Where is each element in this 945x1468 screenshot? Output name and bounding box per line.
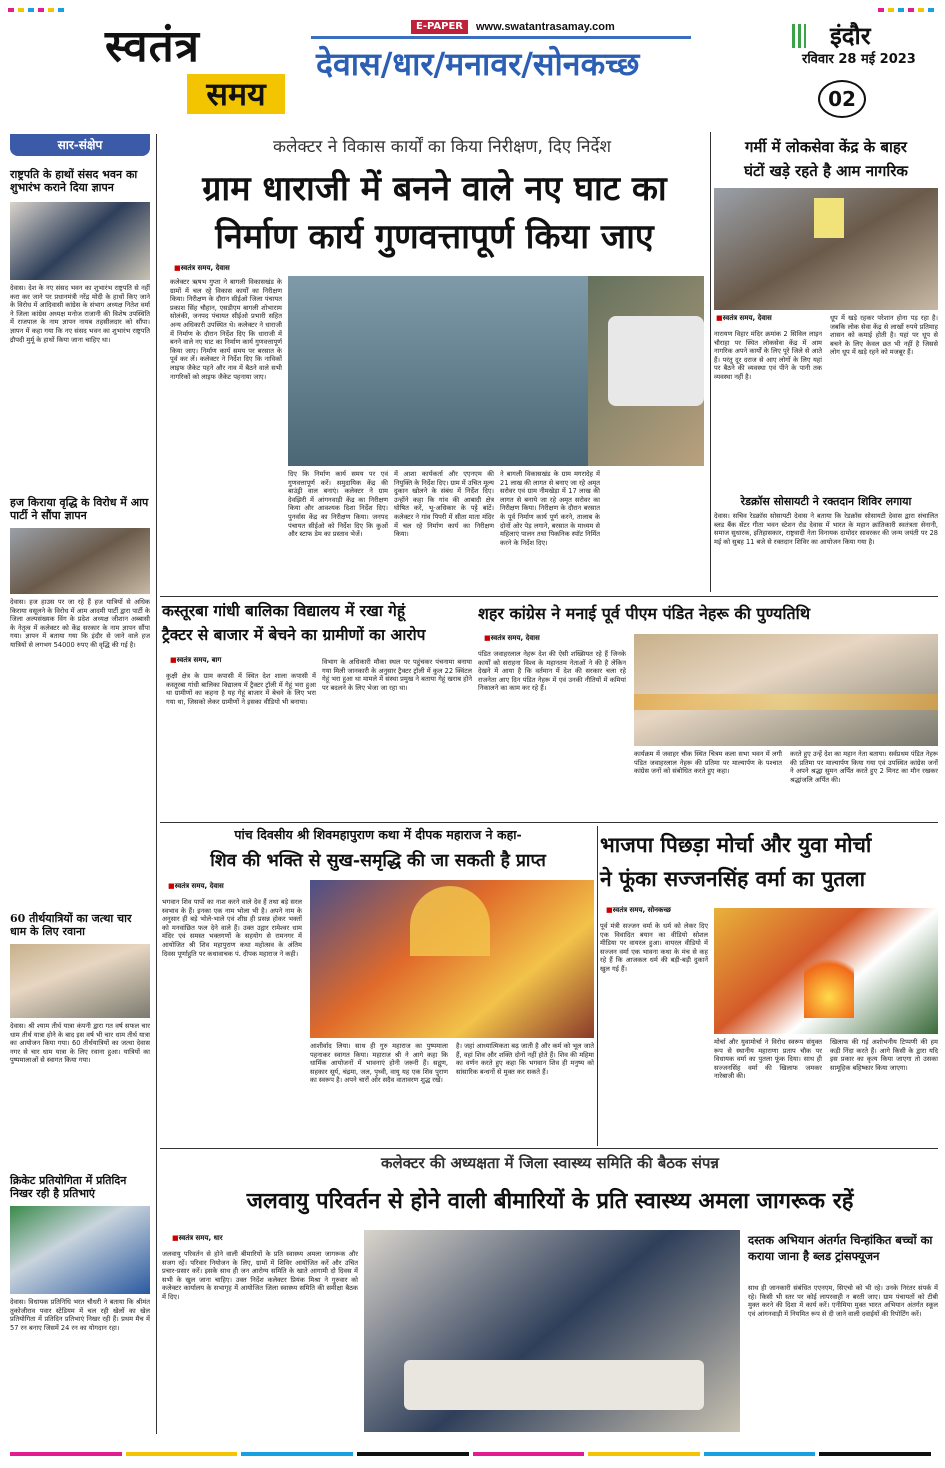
article-katha-kicker: पांच दिवसीय श्री शिवमहापुराण कथा में दीपक महाराज ने कहा- [234, 827, 522, 842]
sidebar-item4-photo [10, 1206, 150, 1294]
article-ghat-col2: दिए कि निर्माण कार्य समय पर एवं गुणवत्तापूर्ण करें। समुदायिक केंद्र की बाउंड्री वाल बनाएं। कलेक्टर ने ग्राम देवझिरी में आंगनवाड़ी केंद्र का निरीक्षण किया और आवश्यक दिशा निर्देश दिए। पुनर्वास केंद्र का निरीक्षण किया। जनपद पंचायत सीईओ को निर्देश दिए कि कुओं और स्टाफ डेम का प्रस्ताव भेजें। [288, 470, 388, 539]
sidebar-item1-text: देवास। देश के नए संसद भवन का शुभारंभ राष्ट्रपति से नहीं करा कर जाने पर प्रधानमंत्री नरेंद्र मोदी के हाथों किए जाने के विरोध में आदिवासी कांग्रेस के संभाग अध्यक्ष नितेश वर्मा ने जिला कांग्रेस अध्यक्ष मनोज राजानी की विशेष उपस्थिति में राजपाल के नाम ज्ञापन नायब तहसीलदार को सौंपा। ज्ञापन में कहा गया कि नए संसद भवन का शुभारंभ राष्ट्रपति द्रौपदी मुर्मू के हाथों किया जाना चाहिए था। [10, 284, 150, 344]
article-katha-byline: ■ स्वतंत्र समय, देवास [168, 882, 224, 891]
footer-bar-black-2 [819, 1452, 931, 1456]
logo[interactable] [105, 22, 305, 122]
article-katha-headline[interactable]: शिव की भक्ति से सुख-समृद्धि की जा सकती है प्राप्त [210, 851, 546, 871]
article-katha [162, 824, 594, 1146]
article-swasthya-kicker: कलेक्टर की अध्यक्षता में जिला स्वास्थ्य समिति की बैठक संपन्न [381, 1154, 719, 1172]
article-nehru [478, 598, 938, 820]
article-swasthya-photo [364, 1230, 740, 1432]
article-katha-col3: है। जहां आध्यात्मिकता बढ़ जाती है और कर्म को भूल जाते हैं, वहां शिव और शक्ति दोनों नहीं होते हैं। शिव की महिमा का वर्णन करते हुए कहा कि भगवान शिव ही मनुष्य को सांसारिक बन्धनों से मुक्त कर सकते हैं। [456, 1042, 594, 1076]
article-lokseva [714, 132, 938, 492]
footer-bar-yellow-2 [588, 1452, 700, 1456]
sidebar-item1-photo [10, 202, 150, 280]
divider-ghat-right [710, 132, 711, 592]
notice-board [814, 198, 844, 238]
footer-bar-black [357, 1452, 469, 1456]
article-nehru-col2: कार्यक्रम में जवाहर चौक स्थित चित्रम कला सभा भवन में लगी पंडित जवाहरलाल नेहरू की प्रतिमा पर माल्यार्पण के पश्चात कांग्रेस जनों को संबोधित करते हुए कहा। [634, 750, 782, 776]
article-ghat-photo [288, 276, 704, 466]
article-lokseva-col1: नारायण विहार मंदिर क्रमांक 2 सिविल लाइन चौराहा पर स्थित लोकसेवा केंद्र में आम नागरिक अपने कार्यों के लिए पूरे जिले से आते हैं। परंतु दूर दराज से आए लोगों के लिए यहां पर बैठने की व्यवस्था एवं पीने के पानी तक व्यवस्था नहीं है। [714, 330, 822, 381]
article-lokseva-byline: ■ स्वतंत्र समय, देवास [716, 314, 772, 323]
sidebar-item3-title[interactable]: 60 तीर्थयात्रियों का जत्था चार धाम के लिए रवाना [10, 912, 132, 938]
divider-row2 [160, 822, 938, 823]
article-putla-headline-2[interactable]: ने फूंका सज्जनसिंह वर्मा का पुतला [600, 866, 866, 891]
car-shape [608, 316, 704, 406]
logo-line2: समय [187, 74, 285, 114]
article-redcross-text: देवास। सचिव रेडक्रॉस सोसायटी देवास ने बताया कि रेडक्रॉस सोसायटी देवास द्वारा संचालित ब्लड बैंक सेंटर गीता भवन स्टेशन रोड देवास में भारत के महान क्रांतिकारी स्वतंत्रता सेनानी, समाज सुधारक, इतिहासकार, राष्ट्रवादी नेता विनायक दामोदर सावरकर की जन्म जयंती पर 28 मई को सुबह 11 बजे से रक्तदान शिविर का आयोजन किया गया है। [714, 512, 938, 546]
article-putla [600, 824, 938, 1146]
article-ghat-col3: में आशा कार्यकर्ता और एएनएम की नियुक्ति के निर्देश दिए। ग्राम में उचित मूल्य दुकान खोलने के संबंध में निर्देश दिए। उन्होंने कहा कि गांव की आबादी क्षेत्र घोषित करें, भू-अधिकार के पट्टे बांटें। कलेक्टर ने गांव पिपरी में सीता माता मंदिर में चल रहे निर्माण कार्य का निरीक्षण किया। [394, 470, 494, 539]
article-gehun-headline-2[interactable]: ट्रैक्टर से बाजार में बेचने का ग्रामीणों का आरोप [162, 625, 426, 644]
article-gehun-headline-1[interactable]: कस्तूरबा गांधी बालिका विद्यालय में रखा गेहूं [162, 601, 406, 620]
sidebar-item4-text: देवास। विधायक प्रतिनिधि भरत चौधरी ने बताया कि श्रीमंत तुकोजीराव पवार स्टेडियम में चल रही खेलों का खेल प्रतियोगिता में प्रतिदिन प्रतिभाएं निखर रही हैं। प्रथम मैच में 57 रन बनाए जिसमें 24 रन का योगदान रहा। [10, 1298, 150, 1332]
divider-row3 [160, 1148, 938, 1149]
article-gehun-byline: ■ स्वतंत्र समय, बाग [170, 656, 221, 665]
sidebar-item3-text: देवास। श्री श्याम तीर्थ यात्रा कंपनी द्वारा गत वर्ष सफल चार धाम तीर्थ यात्रा होने के बाद इस वर्ष भी चार धाम तीर्थ यात्रा का आयोजन किया गया। 60 तीर्थयात्रियों का जत्था देवास नगर से चार धाम यात्रा के लिए रवाना हुआ। यात्रियों का पुष्पमालाओं से स्वागत किया गया। [10, 1022, 150, 1065]
article-ghat [162, 132, 707, 592]
sidebar [10, 134, 152, 1434]
article-putla-byline: ■ स्वतंत्र समय, सोनकच्छ [606, 906, 671, 915]
issue-date: रविवार 28 मई 2023 [802, 52, 916, 67]
article-nehru-col1: पंडित जवाहरलाल नेहरू देश की ऐसी शख्सियत रहे हैं जिनके कार्यों को सराहना विश्व के महानतम नेताओं ने की है लेकिन देखने में आया है कि वर्तमान में देश की सरकार चला रहे राजनेता आए दिन पंडित नेहरू में एवं उनकी नीतियों में कमियां निकालने का काम कर रहे हैं। [478, 650, 626, 693]
article-lokseva-headline-2[interactable]: घंटों खड़े रहते है आम नागरिक [744, 162, 908, 180]
article-lokseva-col2: धूप में खड़े रहकर परेशान होना पड़ रहा है। जबकि लोक सेवा केंद्र से लाखों रुपये प्रतिमाह शासन को कमाई होती है। यहां पर धूप से बचने के लिए केवल छत भी नहीं है जिससे लोग धूप में खड़े रहने को मजबूर हैं। [830, 314, 938, 357]
sidebar-item4-title[interactable]: क्रिकेट प्रतियोगिता में प्रतिदिन निखर रही है प्रतिभाएं [10, 1174, 127, 1200]
sidebar-item1-title[interactable]: राष्ट्रपति के हाथों संसद भवन का शुभारंभ कराने दिया ज्ञापन [10, 168, 138, 194]
article-swasthya [162, 1150, 938, 1440]
logo-line1: स्वतंत्र [105, 21, 200, 72]
fire-shape [804, 948, 854, 1018]
article-nehru-byline: ■ स्वतंत्र समय, देवास [484, 634, 540, 643]
article-putla-col1: पूर्व मंत्री सज्जन वर्मा के धर्म को लेकर दिए एक विवादित बयान का वीडियो सोशल मीडिया पर वायरल हुआ। वायरल वीडियो में सज्जन वर्मा एक भावना कथा के मंच से कह रहे हैं कि आजकल धर्म की बड़ी-बड़ी दुकानें खुल गई हैं। [600, 922, 708, 973]
corner-marks-left [8, 8, 68, 12]
article-gehun-col2: विभाग के अधिकारी मौका स्थल पर पहुंचकर पंचनामा बनाया गया मिली जानकारी के अनुसार ट्रैक्टर ट्रॉली में कुल 22 क्विंटल गेहूं भरा हुआ था मामले में संस्था प्रमुख ने बताया गेहूं खराब होने पर बदलने के लिए भेजा जा रहा था। [322, 658, 472, 692]
article-swasthya-col1: जलवायु परिवर्तन से होने वाली बीमारियों के प्रति स्वास्थ्य अमला जागरूक और सजग रहें। परिवार नियोजन के लिए, ग्रामों में शिविर आयोजित करें और उचित प्रचार-प्रसार करें। इसके साथ ही जन आरोग्य समिति के खाते आगामी दो दिवस में सभी के खुल जाना चाहिए। उक्त निर्देश कलेक्टर प्रियंक मिश्रा ने गुरुवार को कलेक्टर कार्यालय के सभागृह में आयोजित जिला स्वास्थ्य समिति की समीक्षा बैठक में दिए। [162, 1250, 358, 1301]
sidebar-item3-photo [10, 944, 150, 1018]
article-katha-col2: आशीर्वाद लिया। साथ ही गुरु महाराज का पुष्पमाला पहनाकर स्वागत किया। महाराज श्री ने आगे कहा कि धार्मिक आयोजनों में भावनाएं होनी जरूरी हैं। सद्गुण, सहकार सूर्य, चंद्रमा, जल, पृथ्वी, वायु यह एक शिव पुराण का स्वरूप है। अपने चारों ओर सदैव वातावरण शुद्ध रखें। [310, 1042, 448, 1085]
article-swasthya-col2: साथ ही जानकारी संबंधित एएनएम, सिएचो को भी रहे। उनके निरंतर संपर्क में रहे। किसी भी स्तर पर कोई लापरवाही न बरती जाए। ग्राम पंचायतों को टीबी मुक्त करने की दिशा में कार्य करें। एनीमिया मुक्त भारत अभियान अंतर्गत स्कूल एवं आंगनवाड़ी में नियमित रूप से दी जाने वाली दवाईयों की रिपोर्टिंग करें। [748, 1284, 938, 1318]
article-putla-headline-1[interactable]: भाजपा पिछड़ा मोर्चा और युवा मोर्चा [600, 832, 872, 857]
sidebar-item2-text: देवास। हज हाउस पर जा रहे हैं हज यात्रियों से अधिक किराया वसूलने के विरोध में आम आदमी पार्टी द्वारा पार्टी के जिला अल्पसंख्यक विंग के प्रदेश अध्यक्ष जीशान अब्बासी के नेतृत्व में कलेक्टर को केंद्र सरकार के नाम ज्ञापन सौंपा गया। ज्ञापन में बताया गया कि इंदौर से जाने वाले हज यात्रियों से लगभग 54000 रुपए की वृद्धि की गई है। [10, 598, 150, 649]
garland-band [634, 694, 938, 710]
meeting-table [404, 1360, 704, 1410]
corner-marks-right [878, 8, 938, 12]
epaper-label: E-PAPER [411, 20, 468, 34]
footer-bar-magenta [10, 1452, 122, 1456]
article-gehun-col1: कुक्षी क्षेत्र के ग्राम कपासी में स्थित देश शाला कपासी में कस्तूरबा गांधी बालिका विद्यालय में ट्रैक्टर ट्रॉली में गेहूं भरा हुआ था ग्रामीणों का कहना है यह गेहूं बाजार में बेचने के लिए भरा गया था, जिसको लेकर ग्रामीणों ने इसका वीडियो भी बनाया। [166, 672, 316, 706]
article-swasthya-headline[interactable]: जलवायु परिवर्तन से होने वाली बीमारियों के प्रति स्वास्थ्य अमला जागरूक रहें [246, 1188, 854, 1214]
article-ghat-col4b [606, 470, 704, 580]
footer-bar-cyan-2 [704, 1452, 816, 1456]
sidebar-item2-title[interactable]: हज किराया वृद्धि के विरोध में आप पार्टी ने सौंपा ज्ञापन [10, 496, 149, 522]
footer-bar-yellow [126, 1452, 238, 1456]
divider-row1 [160, 596, 938, 597]
article-lokseva-photo [714, 188, 938, 310]
article-nehru-col3: करते हुए उन्हें देश का महान नेता बताया। सर्वप्रथम पंडित नेहरू की प्रतिमा पर माल्यार्पण किया गया एवं उपस्थित कांग्रेस जनों ने अपने श्रद्धा सुमन अर्पित करते हुए 2 मिनट का मौन रखकर श्रद्धांजलि अर्पित की। [790, 750, 938, 784]
sidebar-header: सार-संक्षेप [10, 134, 150, 156]
edition-names: देवास/धार/मनावर/सोनकच्छ [316, 45, 640, 83]
article-katha-col1: भगवान शिव पापों का नाश करने वाले देव हैं तथा बड़े सरल स्वभाव के हैं। इनका एक नाम भोला भी है। अपने नाम के अनुसार ही बड़े भोले-भाले एवं शीघ्र ही प्रसन्न होकर भक्तों को मनवांछित फल देने वाले हैं। उक्त उद्गार रामेश्वर धाम मंदिर एवं समस्त भक्तगणों के सहयोग से रामनगर में आयोजित श्री शिव महापुराण कथा महोत्सव के अंतिम दिवस पूर्णाहुति पर कथावाचक पं. दीपक महाराज ने कही। [162, 898, 302, 958]
footer-color-bar [10, 1452, 935, 1456]
article-gehun [162, 598, 472, 820]
stage-backdrop [410, 886, 490, 956]
article-putla-col2: मोर्चा और युवामोर्चा ने विरोध स्वरूप संयुक्त रूप से स्थानीय महाराणा प्रताप चौक पर विधायक वर्मा का पुतला फूंक दिया। साथ ही सज्जनसिंह वर्मा की खिलाफ जमकर नारेबाजी की। [714, 1038, 822, 1081]
article-redcross-headline[interactable]: रेडक्रॉस सोसायटी ने रक्तदान शिविर लगाया [740, 495, 912, 508]
river-water [288, 276, 588, 466]
sidebar-divider [156, 134, 157, 1434]
sidebar-item2-photo [10, 528, 150, 594]
footer-bar-magenta-2 [473, 1452, 585, 1456]
article-nehru-headline[interactable]: शहर कांग्रेस ने मनाई पूर्व पीएम पंडित नेहरू की पुण्यतिथि [478, 604, 811, 623]
city-name: इंदौर [830, 21, 871, 50]
article-swasthya-byline: ■ स्वतंत्र समय, धार [172, 1234, 223, 1243]
article-ghat-byline: ■ स्वतंत्र समय, देवास [174, 264, 230, 273]
top-color-bars [792, 24, 806, 48]
article-putla-photo [714, 908, 938, 1034]
divider-katha-right [597, 826, 598, 1146]
article-redcross [714, 494, 938, 594]
article-ghat-col1: कलेक्टर ऋषभ गुप्ता ने बागली विकासखंड के ग्रामों में चल रहे विकास कार्यों का निरीक्षण किया। निरीक्षण के दौरान सीईओ जिला पंचायत प्रकाश सिंह चौहान, एसडीएम बागली शोभाराम सोलंकी, जनपद पंचायत सीईओ प्रभारी सहित अन्य अधिकारी उपस्थित थे। कलेक्टर ने धाराजी में निर्माण के दौरान निर्देश दिए कि धाराजी में बनने वाले नए घाट का निर्माण कार्य गुणवत्तापूर्ण किया जाए। निर्माण कार्य समय पर बरसात के पूर्व कर लें। कलेक्टर ने निर्देश दिए कि नाविकों लाइफ जैकेट पहने और नाव में बैठने वाले सभी नागरिकों को लाइफ जैकेट पहनाया जाए। [170, 278, 282, 381]
masthead [0, 0, 945, 132]
article-nehru-photo [634, 634, 938, 746]
article-ghat-headline-2[interactable]: निर्माण कार्य गुणवत्तापूर्ण किया जाए [215, 217, 654, 257]
article-ghat-kicker: कलेक्टर ने विकास कार्यों का किया निरीक्षण, दिए निर्देश [272, 137, 612, 157]
article-ghat-headline-1[interactable]: ग्राम धाराजी में बनने वाले नए घाट का [202, 169, 667, 209]
article-ghat-col4: ने बागली विकासखंड के ग्राम मगरादेह में 21 लाख की लागत से बनाए जा रहे अमृत सरोवर एवं ग्राम नीमखेड़ा में 17 लाख की लागत से बनाये जा रहे अमृत सरोवर का निरीक्षण किया। निरीक्षण के दौरान बरसात के पूर्व निर्माण कार्य पूर्ण करने, तालाब के दोनों ओर पेड़ लगाने, बरसात के माध्यम से महिलाएं पालन तथा पिकनिक स्पॉट निर्मित करने के निर्देश दिए। [500, 470, 600, 547]
article-katha-photo [310, 880, 594, 1038]
footer-bar-cyan [241, 1452, 353, 1456]
website-link[interactable]: www.swatantrasamay.com [476, 21, 615, 33]
page-number: 02 [818, 80, 866, 118]
article-swasthya-side-headline[interactable]: दस्तक अभियान अंतर्गत चिन्हांकित बच्चों का कराया जाना है ब्लड ट्रांसफ्यूजन [748, 1233, 933, 1263]
article-lokseva-headline-1[interactable]: गर्मी में लोकसेवा केंद्र के बाहर [745, 138, 907, 156]
article-putla-col3: खिलाफ की गई अशोभनीय टिप्पणी की हम कड़ी निंदा करते हैं। आगे किसी के द्वारा यदि इस प्रकार का कृत्य किया जाएगा तो उसका सामूहिक बहिष्कार किया जाएगा। [830, 1038, 938, 1072]
